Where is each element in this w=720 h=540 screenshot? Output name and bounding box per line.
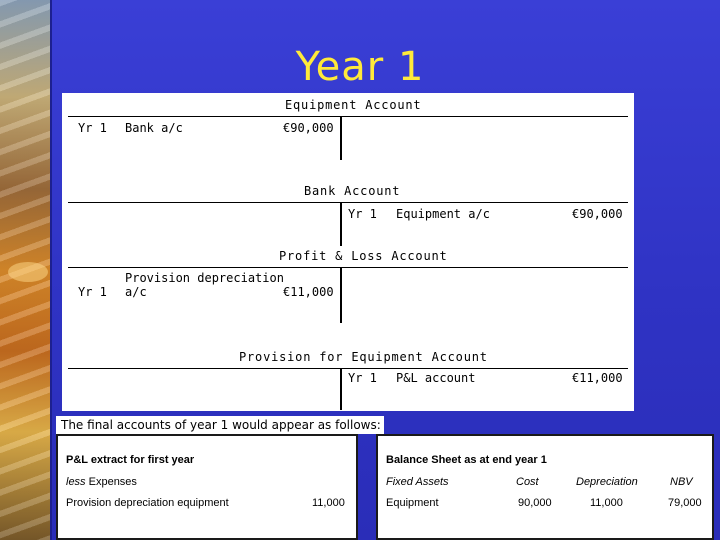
col-cost: Cost (516, 476, 539, 488)
bank-account-title: Bank Account (304, 184, 401, 198)
pl-t-vertical (340, 267, 342, 323)
pl-extract-row-value: 11,000 (312, 497, 345, 509)
bank-credit-detail: Equipment a/c (396, 207, 490, 221)
final-accounts-caption: The final accounts of year 1 would appear as follows: (61, 418, 381, 432)
provision-credit-date: Yr 1 (348, 371, 377, 385)
bank-credit-date: Yr 1 (348, 207, 377, 221)
provision-t-vertical (340, 368, 342, 410)
bs-row-depreciation: 11,000 (590, 497, 623, 509)
col-nbv: NBV (670, 476, 693, 488)
provision-credit-amount: €11,000 (572, 371, 623, 385)
pl-extract-expenses: Expenses (85, 476, 137, 488)
pl-extract-less: less (66, 476, 86, 488)
pl-extract-less-expenses (66, 476, 137, 488)
bs-row-nbv: 79,000 (668, 497, 702, 509)
bank-t-horizontal (68, 202, 628, 203)
pl-account-title: Profit & Loss Account (279, 249, 448, 263)
bs-row-label: Equipment (386, 497, 439, 509)
pl-debit-date: Yr 1 (78, 285, 107, 299)
bs-row-cost: 90,000 (518, 497, 552, 509)
pl-extract-box (56, 434, 358, 540)
equipment-debit-date: Yr 1 (78, 121, 107, 135)
equipment-account-title: Equipment Account (285, 98, 422, 112)
pl-debit-amount: €11,000 (283, 285, 334, 299)
equipment-debit-detail: Bank a/c (125, 121, 183, 135)
balance-sheet-box (376, 434, 714, 540)
pl-debit-detail-line1: Provision depreciation (125, 271, 284, 285)
provision-t-horizontal (68, 368, 628, 369)
photo-highlight (8, 262, 48, 282)
bank-t-vertical (340, 202, 342, 246)
slide-title: Year 1 (295, 44, 425, 90)
provision-credit-detail: P&L account (396, 371, 476, 385)
equipment-t-vertical (340, 116, 342, 160)
balance-sheet-heading: Balance Sheet as at end year 1 (386, 454, 547, 466)
equipment-t-horizontal (68, 116, 628, 117)
ledger-panel (62, 93, 634, 411)
provision-account-title: Provision for Equipment Account (239, 350, 488, 364)
pl-extract-heading: P&L extract for first year (66, 454, 195, 466)
bank-credit-amount: €90,000 (572, 207, 623, 221)
equipment-debit-amount: €90,000 (283, 121, 334, 135)
col-fixed-assets: Fixed Assets (386, 476, 449, 488)
col-depreciation: Depreciation (576, 476, 638, 488)
pl-debit-detail-line2: a/c (125, 285, 147, 299)
pl-extract-row-label: Provision depreciation equipment (66, 497, 229, 509)
pl-t-horizontal (68, 267, 628, 268)
